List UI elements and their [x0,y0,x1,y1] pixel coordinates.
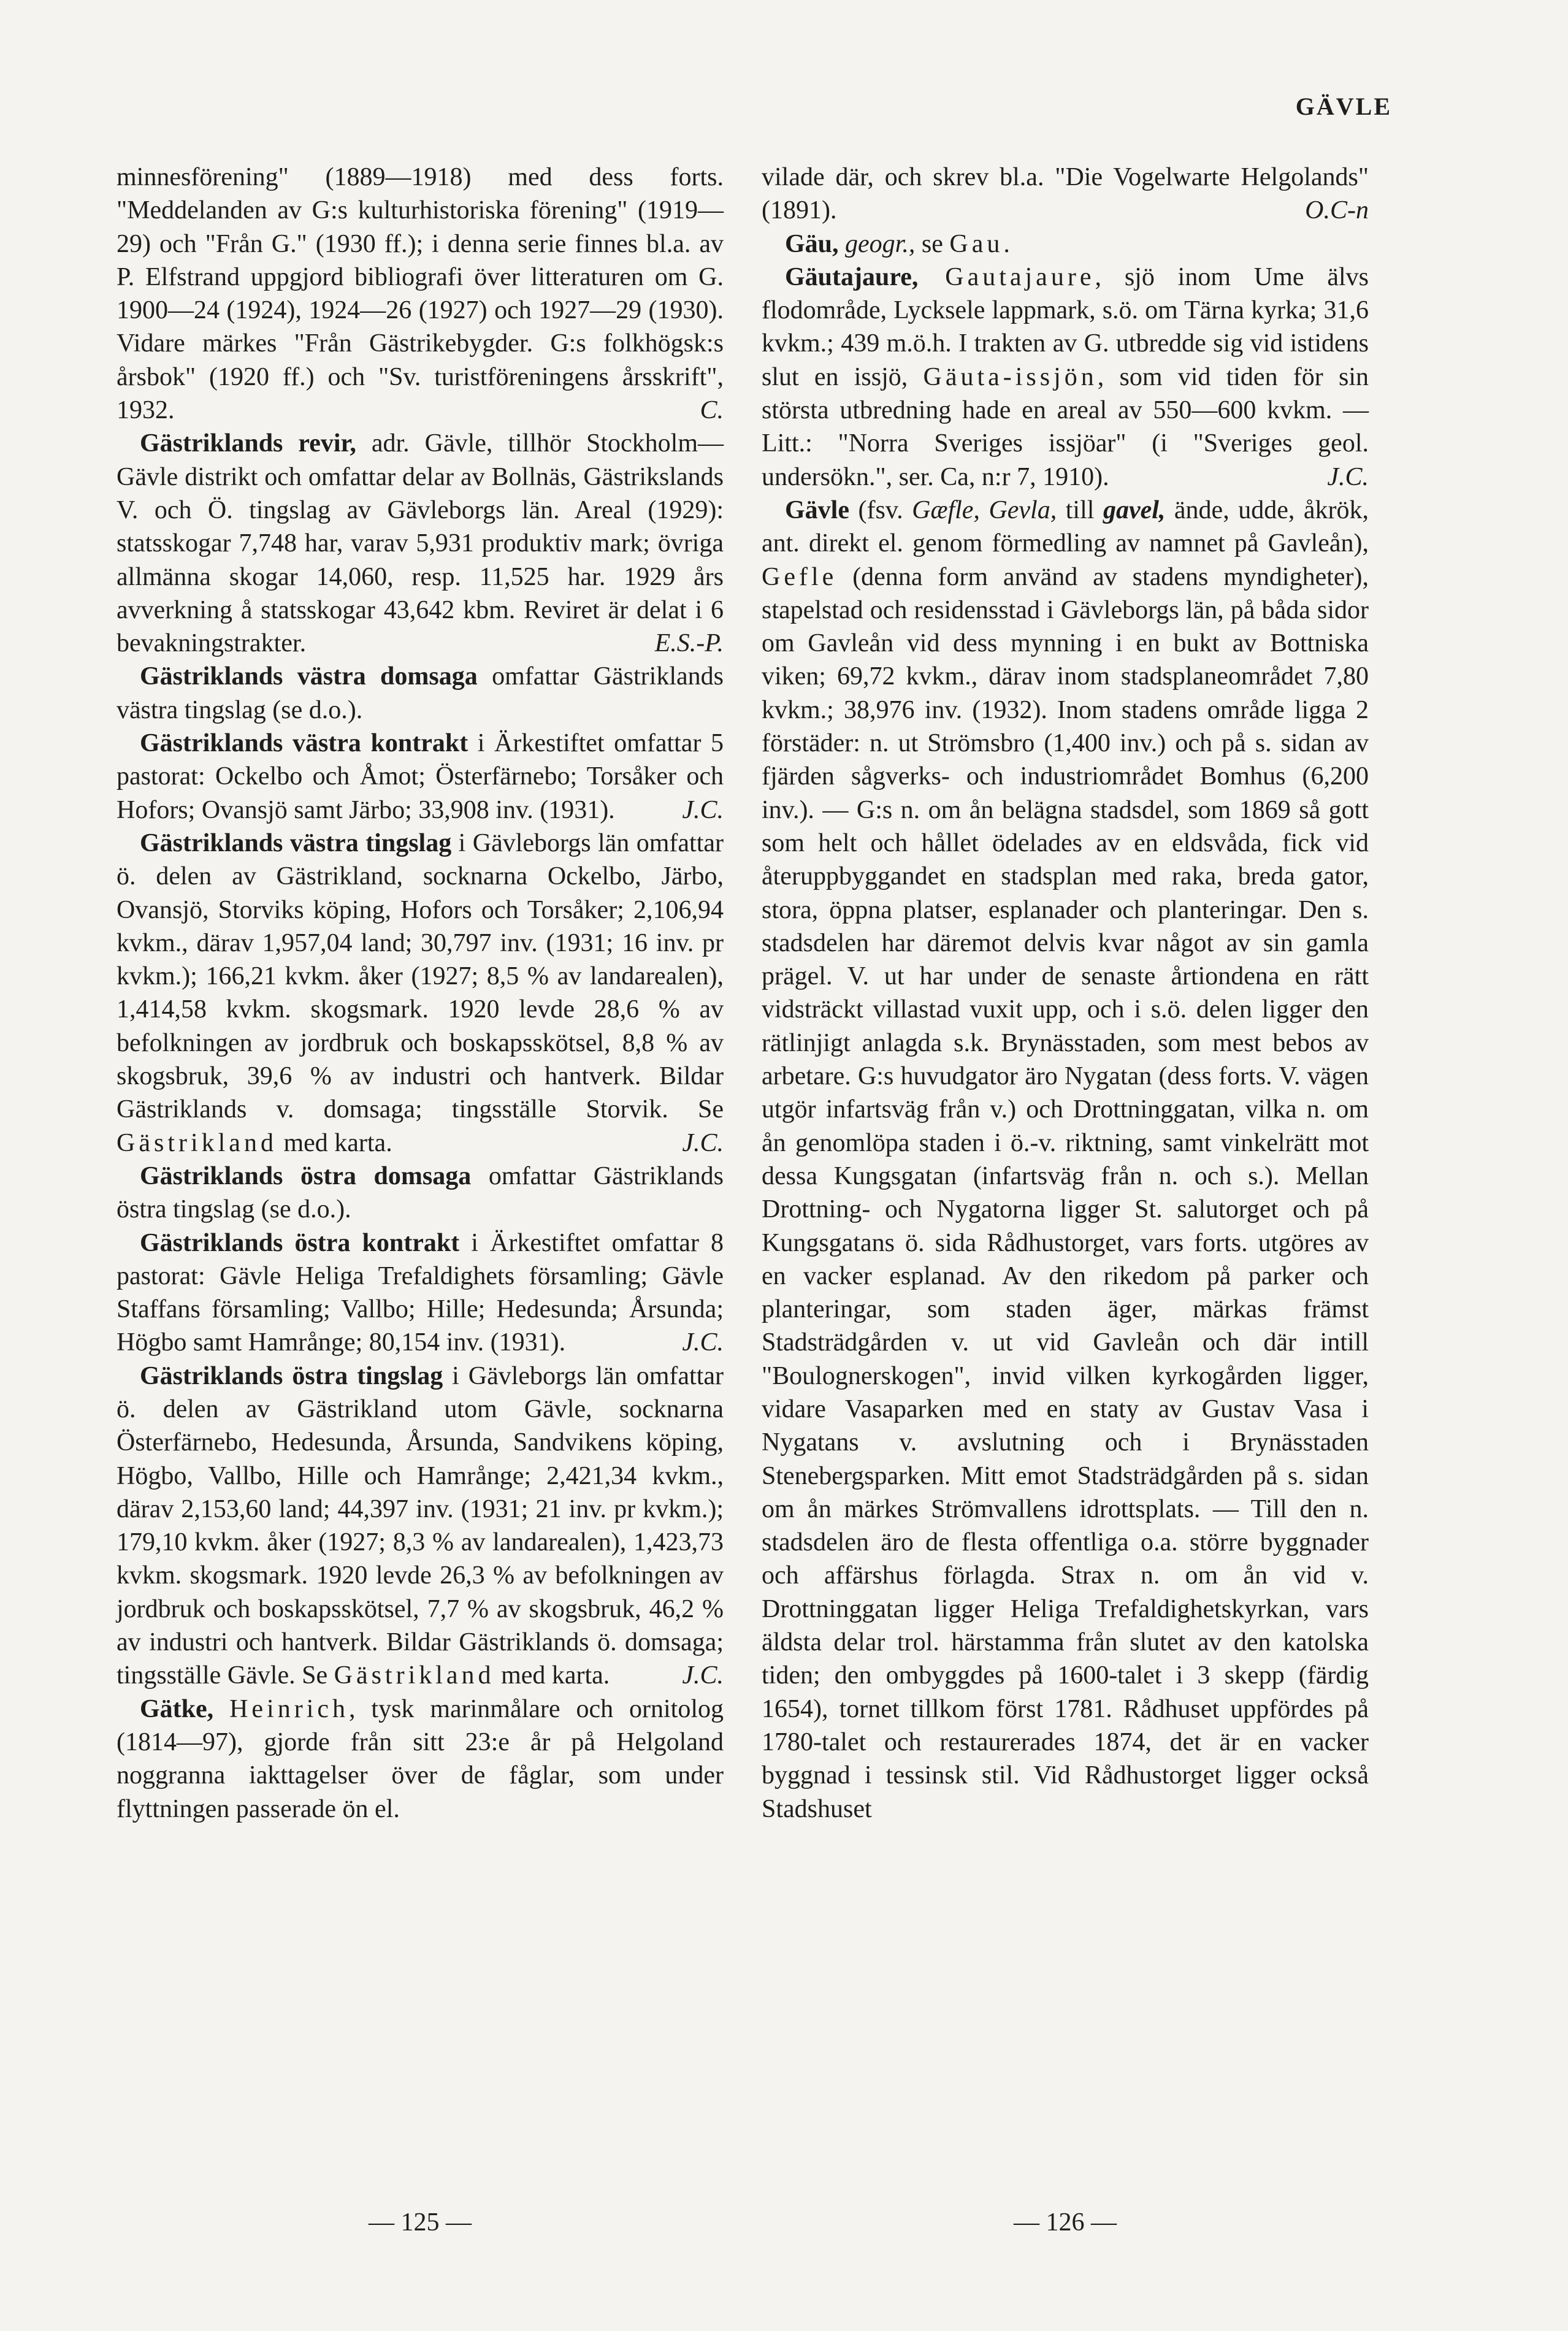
entry-gatke: Gätke, Heinrich, tysk marinmålare och ornitolog (1814—97), gjorde från sitt 23:e år på Helgoland noggranna iakttagelser över de fåglar, som under flyttningen passerade ön el. [117,1694,724,1823]
entry-headword: Gävle [785,496,849,524]
entry-headword: Gästriklands västra domsaga [140,662,478,691]
entry-headword: Gästriklands östra tingslag [140,1361,443,1390]
author-signature: E.S.-P. [654,629,724,658]
entry-ostra-tingslag: Gästriklands östra tingslag i Gävleborgs län omfattar ö. delen av Gästrikland utom Gävle, socknarna Österfärnebo, Hedesunda, Årsunda, Sandvikens köping, Högbo, Vallbo, Hille och Hamrånge; 2,421,34 kvkm., därav 2,153,60 land; 44,397 inv. (1931; 21 inv. pr kvkm.); 179,10 kvkm. åker (1927; 8,3 % av landarealen), 1,423,73 kvkm. skogsmark. 1920 levde 26,3 % av befolkningen av jordbruk och boskapsskötsel, 7,7 % av skogsbruk, 46,2 % av industri och hantverk. Bildar Gästriklands ö. domsaga; tingsställe Gävle. Se Gästrikland med karta. J.C. [117,1360,724,1693]
entry-ostra-kontrakt: Gästriklands östra kontrakt i Ärkestiftet omfattar 8 pastorat: Gävle Heliga Trefaldighets församling; Gävle Staffans församling; Vallbo; Hille; Hedesunda; Årsunda; Högbo samt Hamrånge; 80,154 inv. (1931). J.C. [117,1227,724,1360]
entry-gavle: Gävle (fsv. Gæfle, Gevla, till gavel, ände, udde, åkrök, ant. direkt el. genom förmedling av namnet på Gavleån), Gefle (denna form använd av stadens myndigheter), stapelstad och residensstad i Gävleborgs län, på båda sidor om Gavleån vid dess mynning i en bukt av Bottniska viken; 69,72 kvkm., därav inom stadsplaneområdet 7,80 kvkm.; 38,976 inv. (1932). Inom stadens område ligga 2 förstäder: n. ut Strömsbro (1,400 inv.) och på s. sidan av fjärden sågverks- och industriområdet Bomhus (6,200 inv.). — G:s n. om ån belägna stadsdel, som 1869 så gott som helt och hållet ödelades av en eldsvåda, fick vid återuppbyggandet en stadsplan med raka, breda gator, stora, öppna platser, esplanader och planteringar. Den s. stadsdelen har däremot delvis kvar något av sin gamla prägel. V. ut har under de senaste årtiondena en rätt vidsträckt villastad vuxit upp, och i s.ö. delen ligger den rätlinjigt anlagda s.k. Brynässtaden, som mest bebos av arbetare. G:s huvudgator äro Nygatan (dess forts. V. vägen utgör infartsväg från v.) och Drottninggatan, vilka n. om ån genomlöpa staden i ö.-v. riktning, samt vinkelrätt mot dessa Kungsgatan (infartsväg från n. och s.). Mellan Drottning- och Nygatorna ligger St. salutorget och på Kungsgatans ö. sida Rådhustorget, vars forts. utgöres av en vacker esplanad. Av den rikedom på parker och planteringar, som staden äger, märkas främst Stadsträdgården v. ut vid Gavleån och där intill "Boulognerskogen", invid vilken kyrkogården ligger, vidare Vasaparken med en staty av Gustav Vasa i Nygatans v. avslutning och i Brynässtaden Stenebergsparken. Mitt emot Stadsträdgården på s. sidan om ån märkes Strömvallens idrottsplats. — Till den n. stadsdelen äro de flesta offentliga o.a. större byggnader och affärshus förlagda. Strax n. om ån vid v. Drottninggatan ligger Heliga Trefaldighetskyrkan, vars äldsta delar trol. härstamma från slutet av den katolska tiden; den ombyggdes på 1600-talet i 3 skepp (färdig 1654), tornet tillkom först 1781. Rådhuset uppfördes på 1780-talet och restaurerades 1874, det är en vacker byggnad i tessinsk stil. Vid Rådhustorget ligger också Stadshuset [762,496,1369,1823]
entry-vastra-kontrakt: Gästriklands västra kontrakt i Ärkestiftet omfattar 5 pastorat: Ockelbo och Åmot; Österfärnebo; Torsåker och Hofors; Ovansjö samt Järbo; 33,908 inv. (1931). J.C. [117,727,724,827]
cross-reference: Gäuta-issjön [923,362,1098,391]
cross-reference: Gästrikland [334,1661,495,1690]
cross-reference: Gau [949,229,1004,258]
entry-vastra-domsaga: Gästriklands västra domsaga omfattar Gästriklands västra tingslag (se d.o.). [117,662,724,724]
page-number-left: — 125 — [369,2208,472,2237]
entry-gautajaure: Gäutajaure, Gautajaure, sjö inom Ume älvs flodområde, Lycksele lappmark, s.ö. om Tärna kyrka; 31,6 kvkm.; 439 m.ö.h. I trakten av G. utbredde sig vid istidens slut en issjö, Gäuta-issjön, som vid tiden för sin största utbredning hade en areal av 550—600 kvkm. — Litt.: "Norra Sveriges issjöar" (i "Sveriges geol. undersökn.", ser. Ca, n:r 7, 1910). J.C. [762,261,1369,494]
author-signature: J.C. [682,1328,724,1357]
entry-ostra-domsaga: Gästriklands östra domsaga omfattar Gästriklands östra tingslag (se d.o.). [117,1162,724,1224]
person-name: Heinrich [229,1694,350,1723]
author-signature: J.C. [1327,462,1369,491]
page-number-right: — 126 — [1014,2208,1117,2237]
author-signature: J.C. [682,1128,724,1157]
cross-reference: Gefle [762,562,838,591]
right-column [762,161,1369,1826]
entry-vastra-tingslag: Gästriklands västra tingslag i Gävleborgs län omfattar ö. delen av Gästrikland, socknarna Ockelbo, Järbo, Ovansjö, Storviks köping, Hofors och Torsåker; 2,106,94 kvkm., därav 1,957,04 land; 30,797 inv. (1931; 16 inv. pr kvkm.); 166,21 kvkm. åker (1927; 8,5 % av landarealen), 1,414,58 kvkm. skogsmark. 1920 levde 28,6 % av befolkningen av jordbruk och boskapsskötsel, 8,8 % av skogsbruk, 39,6 % av industri och hantverk. Bildar Gästriklands v. domsaga; tingsställe Storvik. Se Gästrikland med karta. J.C. [117,827,724,1160]
entry-headword: Gästriklands västra tingslag [140,829,452,857]
author-signature: J.C. [682,1661,724,1690]
author-signature: C. [700,396,724,425]
author-signature: O.C-n [1305,196,1369,225]
entry-gastriklands-revir: Gästriklands revir, adr. Gävle, tillhör Stockholm—Gävle distrikt och omfattar delar av Bollnäs, Gästrikslands V. och Ö. tingslag av Gävleborgs län. Areal (1929): statsskogar 7,748 har, varav 5,931 produktiv mark; övriga allmänna skogar 14,060, resp. 11,525 har. 1929 års avverkning å statsskogar 43,642 kbm. Reviret är delat i 6 bevakningstrakter. E.S.-P. [117,427,724,660]
cross-reference: Gästrikland [117,1128,277,1157]
entry-headword: Gäutajaure, [785,262,919,291]
running-head: GÄVLE [1295,93,1392,120]
entry-headword: Gätke, [140,1694,214,1723]
entry-headword: Gästriklands östra domsaga [140,1162,472,1190]
entry-gau: Gäu, geogr., se Gau. [785,229,1010,258]
entry-headword: Gästriklands östra kontrakt [140,1228,460,1257]
entry-headword: Gäu, [785,229,839,258]
entry-headword: Gästriklands västra kontrakt [140,729,468,758]
continued-paragraph: vilade där, och skrev bl.a. "Die Vogelwarte Helgolands" (1891). O.C-n [762,161,1369,228]
continued-paragraph: minnesförening" (1889—1918) med dess forts. "Meddelanden av G:s kulturhistoriska förening" (1919—29) och "Från G." (1930 ff.); i denna serie finnes bl.a. av P. Elfstrand uppgjord bibliografi över litteraturen om G. 1900—24 (1924), 1924—26 (1927) och 1927—29 (1930). Vidare märkes "Från Gästrikebygder. G:s folkhögsk:s årsbok" (1920 ff.) och "Sv. turistföreningens årsskrift", 1932. C. [117,161,724,427]
author-signature: J.C. [682,795,724,824]
entry-headword: Gästriklands revir, [140,429,356,458]
left-column [117,161,724,1826]
